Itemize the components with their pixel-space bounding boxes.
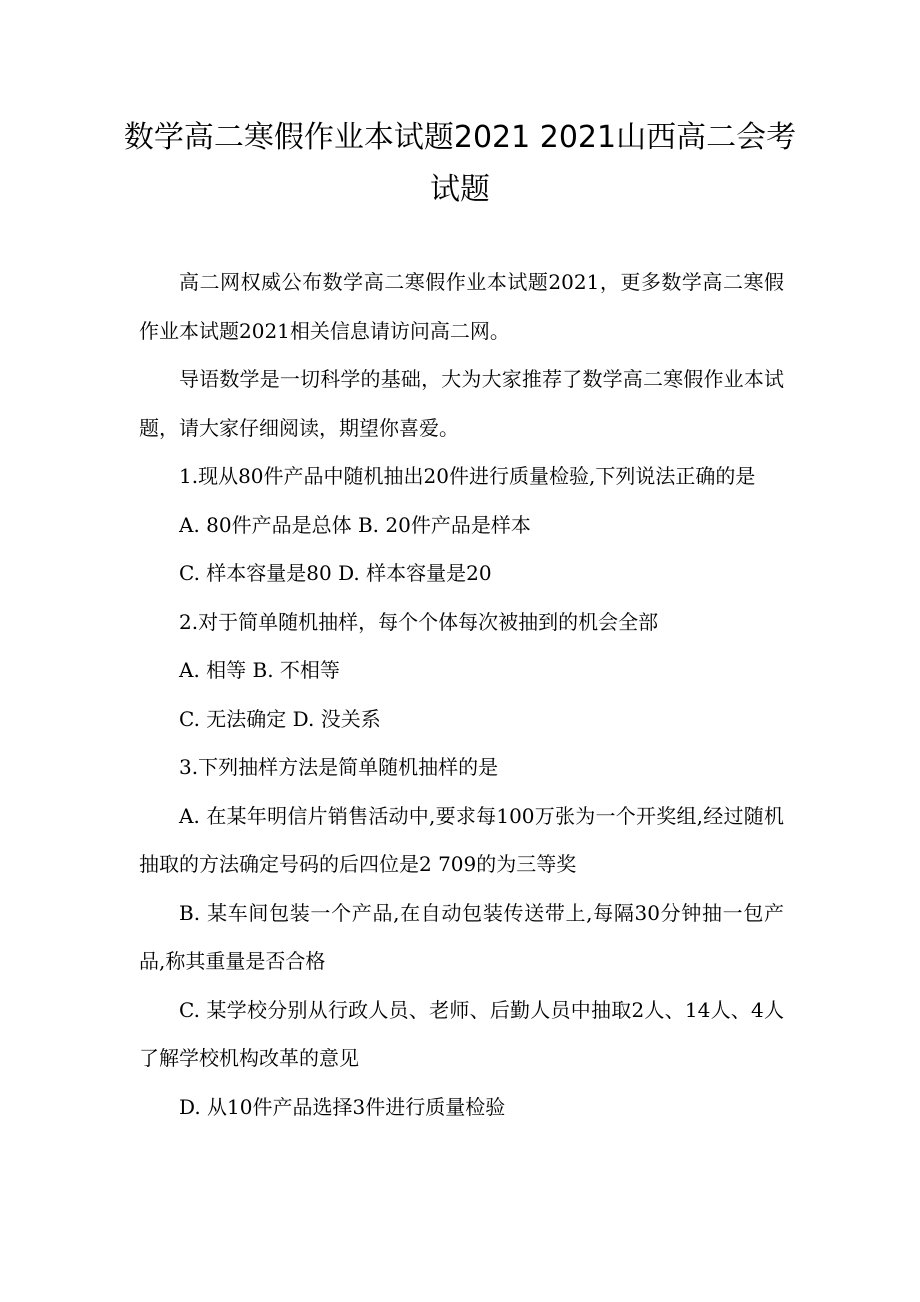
intro-paragraph: 高二网权威公布数学高二寒假作业本试题2021，更多数学高二寒假作业本试题2021相关信息请访问高二网。 xyxy=(139,270,784,343)
question-2: 2.对于简单随机抽样，每个个体每次被抽到的机会全部 xyxy=(179,609,659,634)
question-1-options-cd: C. 样本容量是80 D. 样本容量是20 xyxy=(179,561,492,585)
question-3-option-a: A. 在某年明信片销售活动中,要求每100万张为一个开奖组,经过随机抽取的方法确定号码的后四位是2 709的为三等奖 xyxy=(139,803,784,876)
question-3-option-b: B. 某车间包装一个产品,在自动包装传送带上,每隔30分钟抽一包产品,称其重量是否合格 xyxy=(139,900,784,973)
document-body xyxy=(139,258,784,1131)
question-1-options-ab: A. 80件产品是总体 B. 20件产品是样本 xyxy=(179,512,531,537)
question-2-options-ab: A. 相等 B. 不相等 xyxy=(179,658,340,682)
question-3-option-d: D. 从10件产品选择3件进行质量检验 xyxy=(179,1094,506,1119)
question-3: 3.下列抽样方法是简单随机抽样的是 xyxy=(179,755,499,779)
question-1: 1.现从80件产品中随机抽出20件进行质量检验,下列说法正确的是 xyxy=(179,464,756,488)
page-title: 数学高二寒假作业本试题2021 2021山西高二会考试题 xyxy=(123,120,797,207)
question-2-options-cd: C. 无法确定 D. 没关系 xyxy=(179,706,381,731)
question-3-option-c: C. 某学校分别从行政人员、老师、后勤人员中抽取2人、14人、4人了解学校机构改革的意见 xyxy=(139,997,784,1070)
guide-paragraph: 导语数学是一切科学的基础，大为大家推荐了数学高二寒假作业本试题，请大家仔细阅读，期望你喜爱。 xyxy=(139,367,784,440)
